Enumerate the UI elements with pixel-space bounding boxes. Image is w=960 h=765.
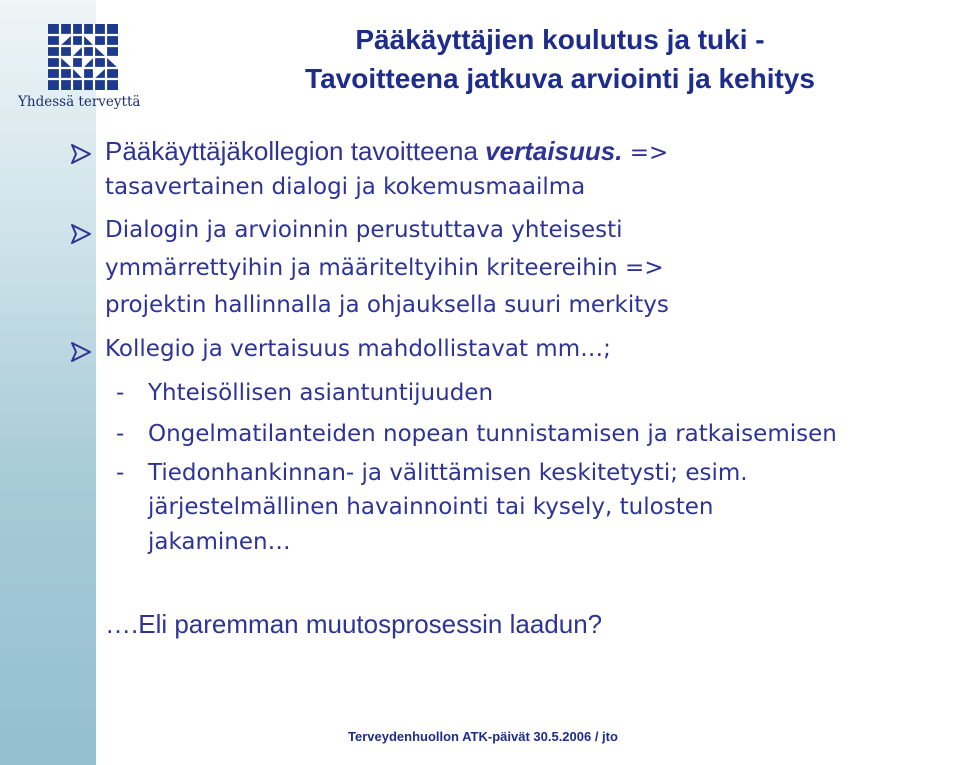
bullet-1-emphasis: vertaisuus. — [485, 136, 623, 166]
bullet-2-line-1: Dialogin ja arvioinnin perustuttava yhteisesti — [105, 217, 623, 243]
bullet-2-line-2: ymmärrettyihin ja määriteltyihin kriteereihin => — [105, 255, 664, 281]
subitem-3-line-3: jakaminen… — [148, 529, 291, 555]
closing-question: ….Eli paremman muutosprosessin laadun? — [105, 609, 603, 639]
arrow-bullet-icon — [70, 223, 92, 245]
subitem-2-dash: - — [116, 421, 125, 447]
bullet-1-line-1 — [105, 136, 668, 167]
subitem-2-text: Ongelmatilanteiden nopean tunnistamisen ja ratkaisemisen — [148, 421, 837, 447]
arrow-bullet-icon — [70, 143, 92, 165]
bullet-3-line-1: Kollegio ja vertaisuus mahdollistavat mm…; — [105, 336, 611, 362]
arrow-bullet-icon — [70, 341, 92, 363]
logo-text: Yhdessä terveyttä — [18, 94, 141, 110]
subitem-1-text: Yhteisöllisen asiantuntijuuden — [148, 380, 494, 406]
bullet-1-text: Pääkäyttäjäkollegion tavoitteena — [105, 136, 486, 166]
logo-mark-icon — [48, 24, 118, 90]
subitem-1-dash: - — [116, 380, 125, 406]
footer: Terveydenhuollon ATK-päivät 30.5.2006 / jto — [348, 729, 618, 744]
sidebar-gradient — [0, 0, 96, 765]
subitem-3-line-2: järjestelmällinen havainnointi tai kysely, tulosten — [148, 494, 714, 520]
subitem-3-line-1: Tiedonhankinnan- ja välittämisen keskitetysti; esim. — [148, 460, 748, 486]
bullet-1-arrow-text: => — [622, 140, 669, 166]
subitem-3-dash: - — [116, 460, 125, 486]
bullet-2-line-3: projektin hallinnalla ja ohjauksella suuri merkitys — [105, 292, 669, 318]
bullet-1-line-2: tasavertainen dialogi ja kokemusmaailma — [105, 174, 586, 200]
slide-title-line2: Tavoitteena jatkuva arviointi ja kehitys — [305, 63, 815, 94]
slide-title-line1: Pääkäyttäjien koulutus ja tuki - — [355, 24, 765, 55]
